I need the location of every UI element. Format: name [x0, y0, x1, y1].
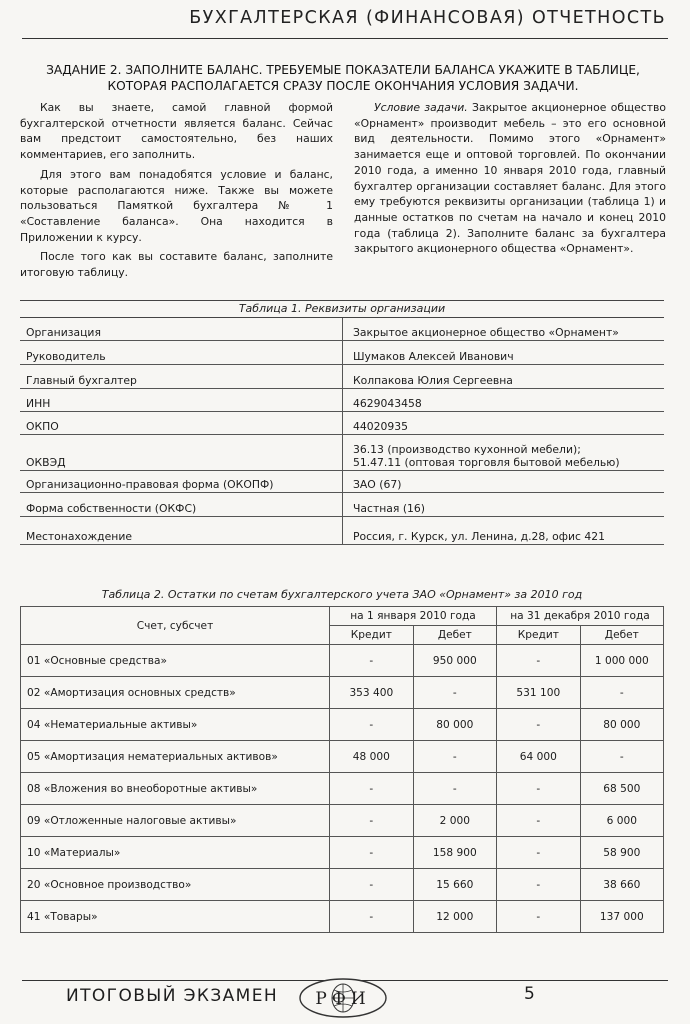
requisites-table	[20, 318, 664, 545]
start-debit-cell: -	[413, 677, 496, 709]
start-credit-cell: -	[330, 837, 414, 869]
account-name: 20 «Основное производство»	[21, 869, 330, 901]
requisite-key: ОКВЭД	[20, 434, 343, 470]
table-row	[20, 411, 664, 434]
debit-header: Дебет	[580, 626, 663, 645]
start-debit-cell: 15 660	[413, 869, 496, 901]
requisite-value: Частная (16)	[343, 492, 665, 516]
intro-paragraph: Для этого вам понадобятся условие и баланс, которые располагаются ниже. Также вы можете пользоваться Памяткой бухгалтера № 1 «Составление баланса». Она находится в Приложении к курсу.	[20, 167, 333, 244]
credit-header: Кредит	[330, 626, 414, 645]
end-debit-cell: 68 500	[580, 773, 663, 805]
page-number: 5	[524, 984, 535, 1004]
end-credit-cell: -	[497, 869, 581, 901]
end-debit-cell: -	[580, 741, 663, 773]
start-credit-cell: -	[330, 901, 414, 933]
start-credit-cell: 353 400	[330, 677, 414, 709]
end-debit-cell: 6 000	[580, 805, 663, 837]
account-name: 01 «Основные средства»	[21, 645, 330, 677]
table-row	[21, 869, 664, 901]
table-header-row	[21, 607, 664, 626]
table2-caption: Таблица 2. Остатки по счетам бухгалтерского учета ЗАО «Орнамент» за 2010 год	[101, 588, 583, 601]
end-debit-cell: 80 000	[580, 709, 663, 741]
account-name: 09 «Отложенные налоговые активы»	[21, 805, 330, 837]
intro-paragraph: После того как вы составите баланс, заполните итоговую таблицу.	[20, 250, 333, 280]
debit-header: Дебет	[413, 626, 496, 645]
start-credit-cell: -	[330, 773, 414, 805]
table-row	[21, 773, 664, 805]
account-name: 41 «Товары»	[21, 901, 330, 933]
table-row	[20, 434, 664, 470]
requisite-value: Россия, г. Курск, ул. Ленина, д.28, офис 421	[343, 516, 665, 544]
footer-exam-label: ИТОГОВЫЙ ЭКЗАМЕН	[66, 986, 279, 1006]
requisite-value: Колпакова Юлия Сергеевна	[343, 364, 665, 388]
table-row	[21, 677, 664, 709]
requisite-key: Организационно-правовая форма (ОКОПФ)	[20, 470, 343, 492]
end-debit-cell: 137 000	[580, 901, 663, 933]
period-end-header: на 31 декабря 2010 года	[497, 607, 664, 626]
end-debit-cell: 58 900	[580, 837, 663, 869]
intro-column	[20, 100, 333, 285]
okved-line: 51.47.11 (оптовая торговля бытовой мебелью)	[353, 455, 620, 469]
credit-header: Кредит	[497, 626, 581, 645]
logo-text: РФИ	[315, 989, 371, 1009]
table-row	[20, 470, 664, 492]
start-debit-cell: 950 000	[413, 645, 496, 677]
requisite-value: ЗАО (67)	[343, 470, 665, 492]
end-debit-cell: -	[580, 677, 663, 709]
table-row	[21, 741, 664, 773]
table-row	[20, 388, 664, 411]
table-row	[20, 340, 664, 364]
account-name: 04 «Нематериальные активы»	[21, 709, 330, 741]
account-name: 08 «Вложения во внеоборотные активы»	[21, 773, 330, 805]
period-start-header: на 1 января 2010 года	[330, 607, 497, 626]
end-debit-cell: 1 000 000	[580, 645, 663, 677]
start-debit-cell: 158 900	[413, 837, 496, 869]
table-row	[20, 318, 664, 340]
requisite-value: 4629043458	[343, 388, 665, 411]
requisite-value: Закрытое акционерное общество «Орнамент»	[343, 318, 665, 340]
requisite-key: Организация	[20, 318, 343, 340]
table1-caption: Таблица 1. Реквизиты организации	[20, 300, 664, 318]
end-credit-cell: -	[497, 645, 581, 677]
start-credit-cell: -	[330, 645, 414, 677]
account-column-header: Счет, субсчет	[21, 607, 330, 645]
table-row	[20, 516, 664, 544]
okved-line: 36.13 (производство кухонной мебели);	[353, 442, 581, 456]
balances-table	[20, 606, 664, 933]
account-name: 05 «Амортизация нематериальных активов»	[21, 741, 330, 773]
start-debit-cell: 80 000	[413, 709, 496, 741]
header-title: БУХГАЛТЕРСКАЯ (ФИНАНСОВАЯ) ОТЧЕТНОСТЬ	[189, 8, 666, 28]
table-row	[21, 709, 664, 741]
condition-label: Условие задачи.	[374, 101, 468, 114]
intro-paragraph: Как вы знаете, самой главной формой бухгалтерской отчетности является баланс. Сейчас вам предстоит самостоятельно, без наших комментариев, его заполнить.	[20, 101, 333, 162]
requisite-value: Шумаков Алексей Иванович	[343, 340, 665, 364]
requisite-key: Форма собственности (ОКФС)	[20, 492, 343, 516]
table-row	[21, 805, 664, 837]
end-credit-cell: 64 000	[497, 741, 581, 773]
requisite-key: Руководитель	[20, 340, 343, 364]
task-title: ЗАДАНИЕ 2. ЗАПОЛНИТЕ БАЛАНС. ТРЕБУЕМЫЕ ПОКАЗАТЕЛИ БАЛАНСА УКАЖИТЕ В ТАБЛИЦЕ, КОТОРАЯ РАСПОЛАГАЕТСЯ СРАЗУ ПОСЛЕ ОКОНЧАНИЯ УСЛОВИЯ ЗАДАЧИ.	[46, 63, 640, 93]
end-credit-cell: -	[497, 709, 581, 741]
condition-paragraph	[354, 100, 666, 257]
table-row	[20, 492, 664, 516]
table-row	[20, 364, 664, 388]
rfi-logo	[298, 976, 388, 1020]
start-credit-cell: 48 000	[330, 741, 414, 773]
start-debit-cell: 12 000	[413, 901, 496, 933]
table-row	[21, 837, 664, 869]
requisite-value: 44020935	[343, 411, 665, 434]
requisite-key: Местонахождение	[20, 516, 343, 544]
start-credit-cell: -	[330, 869, 414, 901]
end-credit-cell: -	[497, 901, 581, 933]
requisite-key: ИНН	[20, 388, 343, 411]
requisite-key: ОКПО	[20, 411, 343, 434]
header-divider	[22, 38, 668, 39]
condition-text: Закрытое акционерное общество «Орнамент» производит мебель – это его основной вид деятельности. Помимо этого «Орнамент» занимается еще и оптовой торговлей. По окончании 2010 года, а именно 10 января 2010 года, главный бухгалтер организации составляет баланс. Для этого ему требуются реквизиты организации (таблица 1) и данные остатков по счетам на начало и конец 2010 года (таблица 2). Заполните баланс за бухгалтера закрытого акционерного общества «Орнамент».	[354, 101, 667, 256]
start-credit-cell: -	[330, 805, 414, 837]
end-credit-cell: -	[497, 773, 581, 805]
requisite-value	[343, 434, 665, 470]
account-name: 02 «Амортизация основных средств»	[21, 677, 330, 709]
account-name: 10 «Материалы»	[21, 837, 330, 869]
condition-column	[354, 100, 666, 261]
requisite-key: Главный бухгалтер	[20, 364, 343, 388]
start-debit-cell: -	[413, 773, 496, 805]
end-debit-cell: 38 660	[580, 869, 663, 901]
end-credit-cell: -	[497, 805, 581, 837]
table-row	[21, 901, 664, 933]
table-row	[21, 645, 664, 677]
start-debit-cell: -	[413, 741, 496, 773]
end-credit-cell: -	[497, 837, 581, 869]
end-credit-cell: 531 100	[497, 677, 581, 709]
start-debit-cell: 2 000	[413, 805, 496, 837]
start-credit-cell: -	[330, 709, 414, 741]
